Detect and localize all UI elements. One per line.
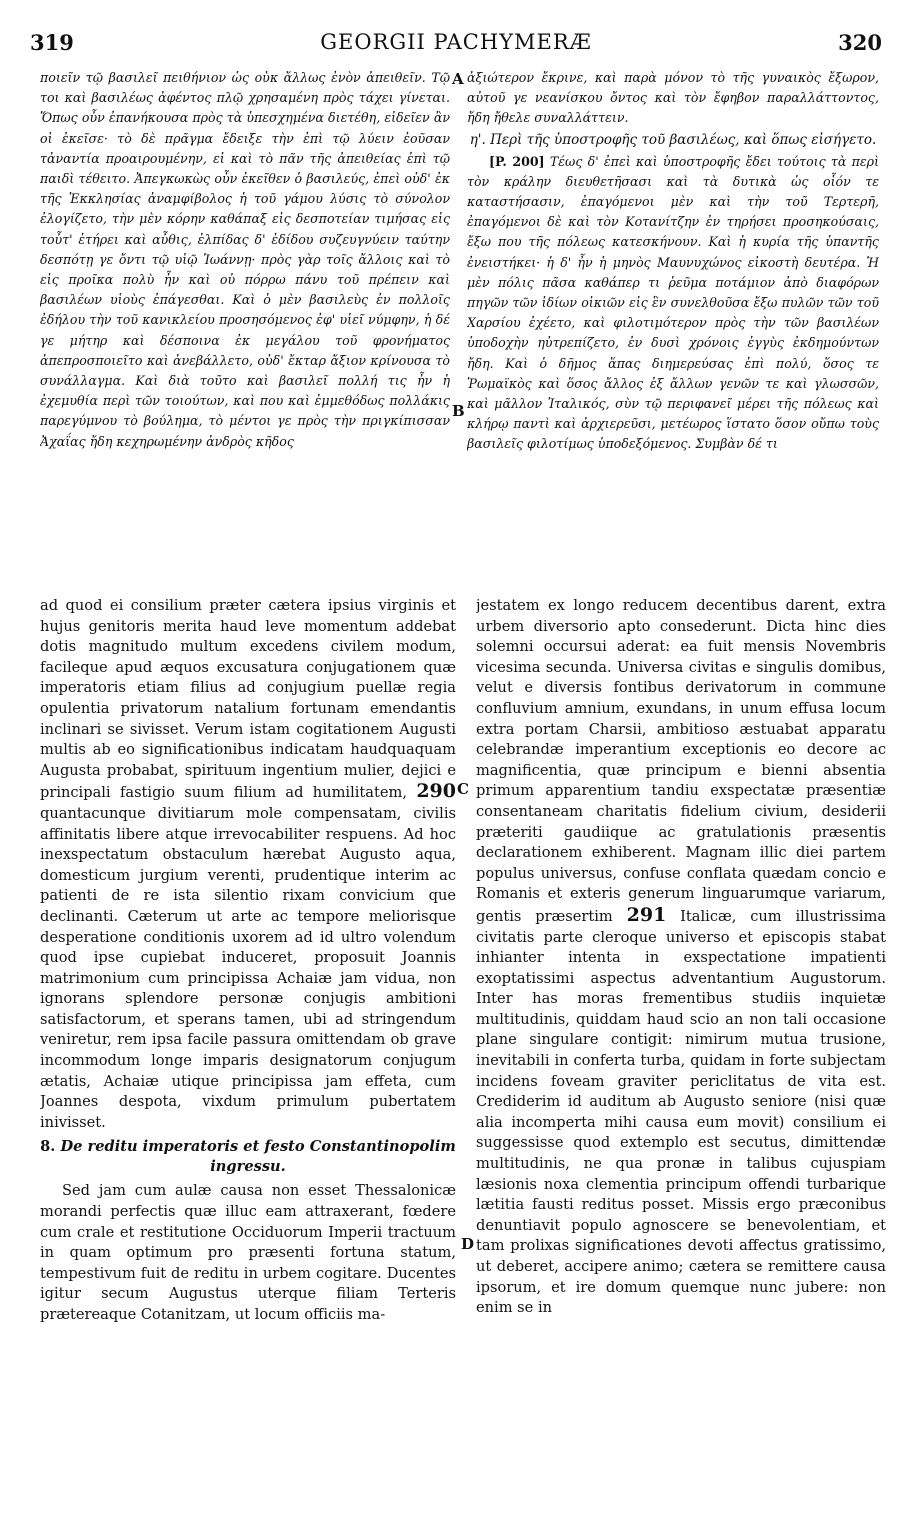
greek-column-left <box>40 68 450 588</box>
greek-right-paragraph-2-text: Τέως δ' ἐπεὶ καὶ ὑποστροφῆς ἔδει τούτοις τὰ περὶ τὸν κράλην διευθετῆσασι καὶ τὰ δυτικὰ ὡς οἷόν τε καταστήσασιν, ἐπαγόμενοι μὲν καὶ τὴν τοῦ Τερτερῆ, ἐπαγόμενοι δὲ καὶ τὸν Κοτανίτζην ἐν τηρήσει προσηκούσαις, ἔξω που τῆς πόλεως κατεσκήνουν. Καὶ ἡ κυρία τῆς ὑπαντῆς ἐνειστήκει· ἡ δ' ἦν ἡ μηνὸς Μαυνυχώνος εἰκοστὴ δευτέρα. Ἡ μὲν πόλις πᾶσα καθάπερ τι ῥεῦμα ποτάμιον ἀπὸ διαφόρων πηγῶν τῶν ἰδίων οἰκιῶν εἰς ἓν συνελθοῦσα ἔξω πυλῶν τῶν τοῦ Χαρσίου ἐχέετο, καὶ φιλοτιμότερον πρὸς τὴν τῶν βασιλέων ὑποδοχὴν ηὐτρεπίζετο, ἐν δυσὶ χρόνοις ἐγγὺς ἐκδημούντων ἤδη. Καὶ ὁ δῆμος ἅπας διημερεύσας ἐπὶ πολύ, ὅσος τε Ῥωμαϊκὸς καὶ ὅσος ἄλλος ἐξ ἄλλων γενῶν τε καὶ γλωσσῶν, καὶ μᾶλλον Ἰταλικός, σὺν τῷ περιφανεῖ μέρει τῆς πόλεως καὶ κλήρῳ παντὶ καὶ ἀρχιερεῦσι, μετέωρος ἵστατο ὅσον οὔπω τοὺς βασιλεῖς φιλοτίμως ὑποδεξόμενος. Συμβὰν δέ τι <box>467 153 879 452</box>
latin-right-text-a: jestatem ex longo reducem decentibus darent, extra urbem diversorio apto consederunt. Dicta hinc dies solemni occursui aderat: ea fuit mensis Novembris vicesima secunda. Universa civitas e singulis domibus, velut e diversis fontibus derivatorum in commune confluvium amnium, exundans, in unum effusa locum extra portam Charsii, ambitioso æstuabat apparatu celebrandæ imperantium exceptionis eo decore ac magnificentia, quæ principum e bienni absentia primum apparentium tandiu exspectatæ præsentiæ consentaneam charitatis fidelium civium, desiderii præteriti gaudiique ac gratulationis præsentis declarationem exhiberent. Magnam illic diei partem populus universus, confuse conflata quædam concio e Romanis et exteris generum linguarumque variarum, gentis præsertim <box>476 597 886 925</box>
latin-left-text-a: ad quod ei consilium præter cætera ipsius virginis et hujus genitoris merita haud leve momentum addebat dotis magnitudo multum excedens civilem modum, facileque apud æquos excusatura conjugationem quæ imperatoris etiam filius ad conjugium puellæ regia opulentia privatorum natalium fortunam emendantis inclinari se sivisset. Verum istam cogitationem Augusti multis ab eo significationibus indicatam haudquaquam Augusta probabat, spirituum ingentium mulier, dejici e principali fastigio suum filium ad humilitatem, <box>40 597 456 802</box>
margin-letter-d: D <box>461 1235 475 1253</box>
page-number-right: 320 <box>838 30 882 55</box>
latin-right-text-b: Italicæ, cum illustrissima civitatis parte cleroque universo et episcopis stabat inhianter intenta in exspectatione impatienti exoptatissimi aspectus adventantium Augustorum. Inter has moras frementibus studiis inquietæ multitudinis, quiddam haud scio an non tali occasione plane singulare contigit: nimirum mutua trusione, inevitabili in conferta turba, quidam in forte subjectam incidens foveam graviter periclitatus de vita est. Crediderim id auditum ab Augusto seniore (nisi quæ alia incomperta mihi causa eum movit) consilium ei suggessisse quod extemplo est secutus, dimittendæ multitudinis, ne qua pronæ in talibus cujuspiam læsionis noxa clementia principum offendi turbarique lætitia fausti reditus posset. Missis ergo præconibus denuntiavit populo agnoscere se benevolentiam, et tam prolixas significationes devoti affectus gratissimo, ut deberet, accipere animo; cætera se remittere causa ipsorum, et ire domum quemque nunc jubere: non enim se in <box>476 907 886 1317</box>
margin-letter-b: B <box>452 402 465 420</box>
greek-right-paragraph-1: ἀξιώτερον ἔκρινε, καὶ παρὰ μόνον τὸ τῆς γυναικὸς ἔξωρον, αὐτοῦ γε νεανίσκου ὄντος καὶ τὸν ἔφηβον παραλλάττοντος, ἤδη ἤθελε συναλλάττειν. <box>467 70 879 126</box>
latin-left-paragraph-2: Sed jam cum aulæ causa non esset Thessalonicæ morandi perfectis quæ illuc eam attraxerant, fœdere cum crale et restitutione Occiduorum Imperii tractuum in quam optimum pro præsenti fortuna statum, tempestivum fuit de reditu in urbem cogitare. Ducentes igitur secum Augustus uterque filiam Terteris prætereaque Cotanitzam, ut locum officiis ma- <box>40 1182 456 1323</box>
running-title: GEORGII PACHYMERÆ <box>320 30 592 54</box>
latin-column-left <box>40 596 456 1516</box>
page-number-left: 319 <box>30 30 74 55</box>
latin-section-heading <box>40 1137 456 1177</box>
latin-right-paragraph <box>476 596 886 1319</box>
greek-column-right <box>467 68 879 588</box>
running-head <box>30 30 882 60</box>
latin-section-number: 8. <box>40 1138 56 1156</box>
marginal-page-number-290: 290 <box>416 780 456 803</box>
margin-letter-c: C <box>457 780 469 798</box>
margin-letter-a: A <box>452 70 464 88</box>
latin-left-text-b: quantacunque divitiarum mole compensatam, civilis affinitatis libere atque irrevocabiliter respuens. Ad hoc inexspectatum obstaculum hærebat Augusto aqua, domesticum jurgium verenti, prudentique interim ac patienti de re ista silentio rixam convicium que declinanti. Cæterum ut arte ac tempore meliorisque desperatione conditionis uxorem ad id ultro volendum quod ipse cupiebat induceret, proposuit Joannis matrimonium cum principissa Achaiæ jam vidua, non ignorans splendore personæ conjugis ambitioni satisfactorum, et sperans tamen, ubi ad stringendum veniretur, rem ipsa facile passura omittendam ob grave incommodum longe imparis designatorum conjugum ætatis, Achaiæ utique principissa jam effeta, cum Joannes despota, vixdum primulum pubertatem inivisset. <box>40 804 456 1131</box>
greek-page-marker: [P. 200] <box>489 153 545 169</box>
latin-column-right <box>476 596 886 1516</box>
greek-section-title: η'. Περὶ τῆς ὑποστροφῆς τοῦ βασιλέως, καὶ ὅπως εἰσήγετο. <box>469 131 877 148</box>
latin-section-title: De reditu imperatoris et festo Constantinopolim ingressu. <box>60 1138 456 1176</box>
latin-left-paragraph-1 <box>40 596 456 1133</box>
marginal-page-number-291: 291 <box>626 903 667 926</box>
greek-right-paragraph-2 <box>467 152 879 455</box>
greek-left-paragraph: ποιεῖν τῷ βασιλεῖ πειθήνιον ὡς οὐκ ἄλλως ἐνὸν ἀπειθεῖν. Τῷ τοι καὶ βασιλέως ἀφέντος πλῷ χρησαμένη πρὸς τάχει γίνεται. Ὅπως οὖν ἐπανήκουσα πρὸς τὰ ὑπεσχημένα διετέθη, εἰδεῖεν ἂν οἱ ἐκεῖσε· τὸ δὲ πρᾶγμα ἔδειξε τὴν ἐπὶ τῷ λύειν ἐοῦσαν τἀναντία προαιρουμένην, εἰ καὶ τὸ πᾶν τῆς ἀπειθείας ἐπὶ τῷ παιδὶ τέθειτο. Ἀπεγκωκὼς οὖν ἐκεῖθεν ὁ βασιλεύς, ἐπεὶ οὐδ' ἐκ τῆς Ἐκκλησίας ἀναμφίβολος ἡ τοῦ γάμου λύσις τὸ σύνολον ἐλογίζετο, τὴν μὲν κόρην καθάπαξ εἰς δεσποτείαν τιμήσας εἰς τοὖτ' ἐτήρει καὶ αὖθις, ἐλπίδας δ' ἐδίδου συζευγνύειν ταύτην δεσπότῃ γε ὄντι τῷ υἱῷ Ἰωάννῃ· πρὸς γὰρ τοῖς ἄλλοις καὶ τὸ εἰς προῖκα πολὺ ἦν καὶ οὐ πόρρω πάνυ τοῦ πρέπειν καὶ βασιλέων υἱοὺς ἐπάγεσθαι. Καὶ ὁ μὲν βασιλεὺς ἐν πολλοῖς ἐδήλου τὴν τοῦ κανικλείου προσησόμενος ἐφ' υἱεῖ νύμφην, ἡ δέ γε μήτηρ καὶ δέσποινα ἐκ μεγάλου τοῦ φρονήματος ἀπεπροσποιεῖτο καὶ ἀνεβάλλετο, οὐδ' ἔκταρ ἄξιον κρίνουσα τὸ συνάλλαγμα. Καὶ διὰ τοῦτο καὶ βασιλεῖ πολλή τις ἦν ἡ ἐχεμυθία περὶ τῶν τοιούτων, καὶ που καὶ ἐμμεθόδως πολλάκις παρεγύμνου τὸ βούλημα, τὸ μέντοι γε πρὸς τὴν πριγκίπισσαν Ἀχαΐας ἤδη κεχηρωμένην ἀνδρὸς κῆδος <box>40 70 450 449</box>
